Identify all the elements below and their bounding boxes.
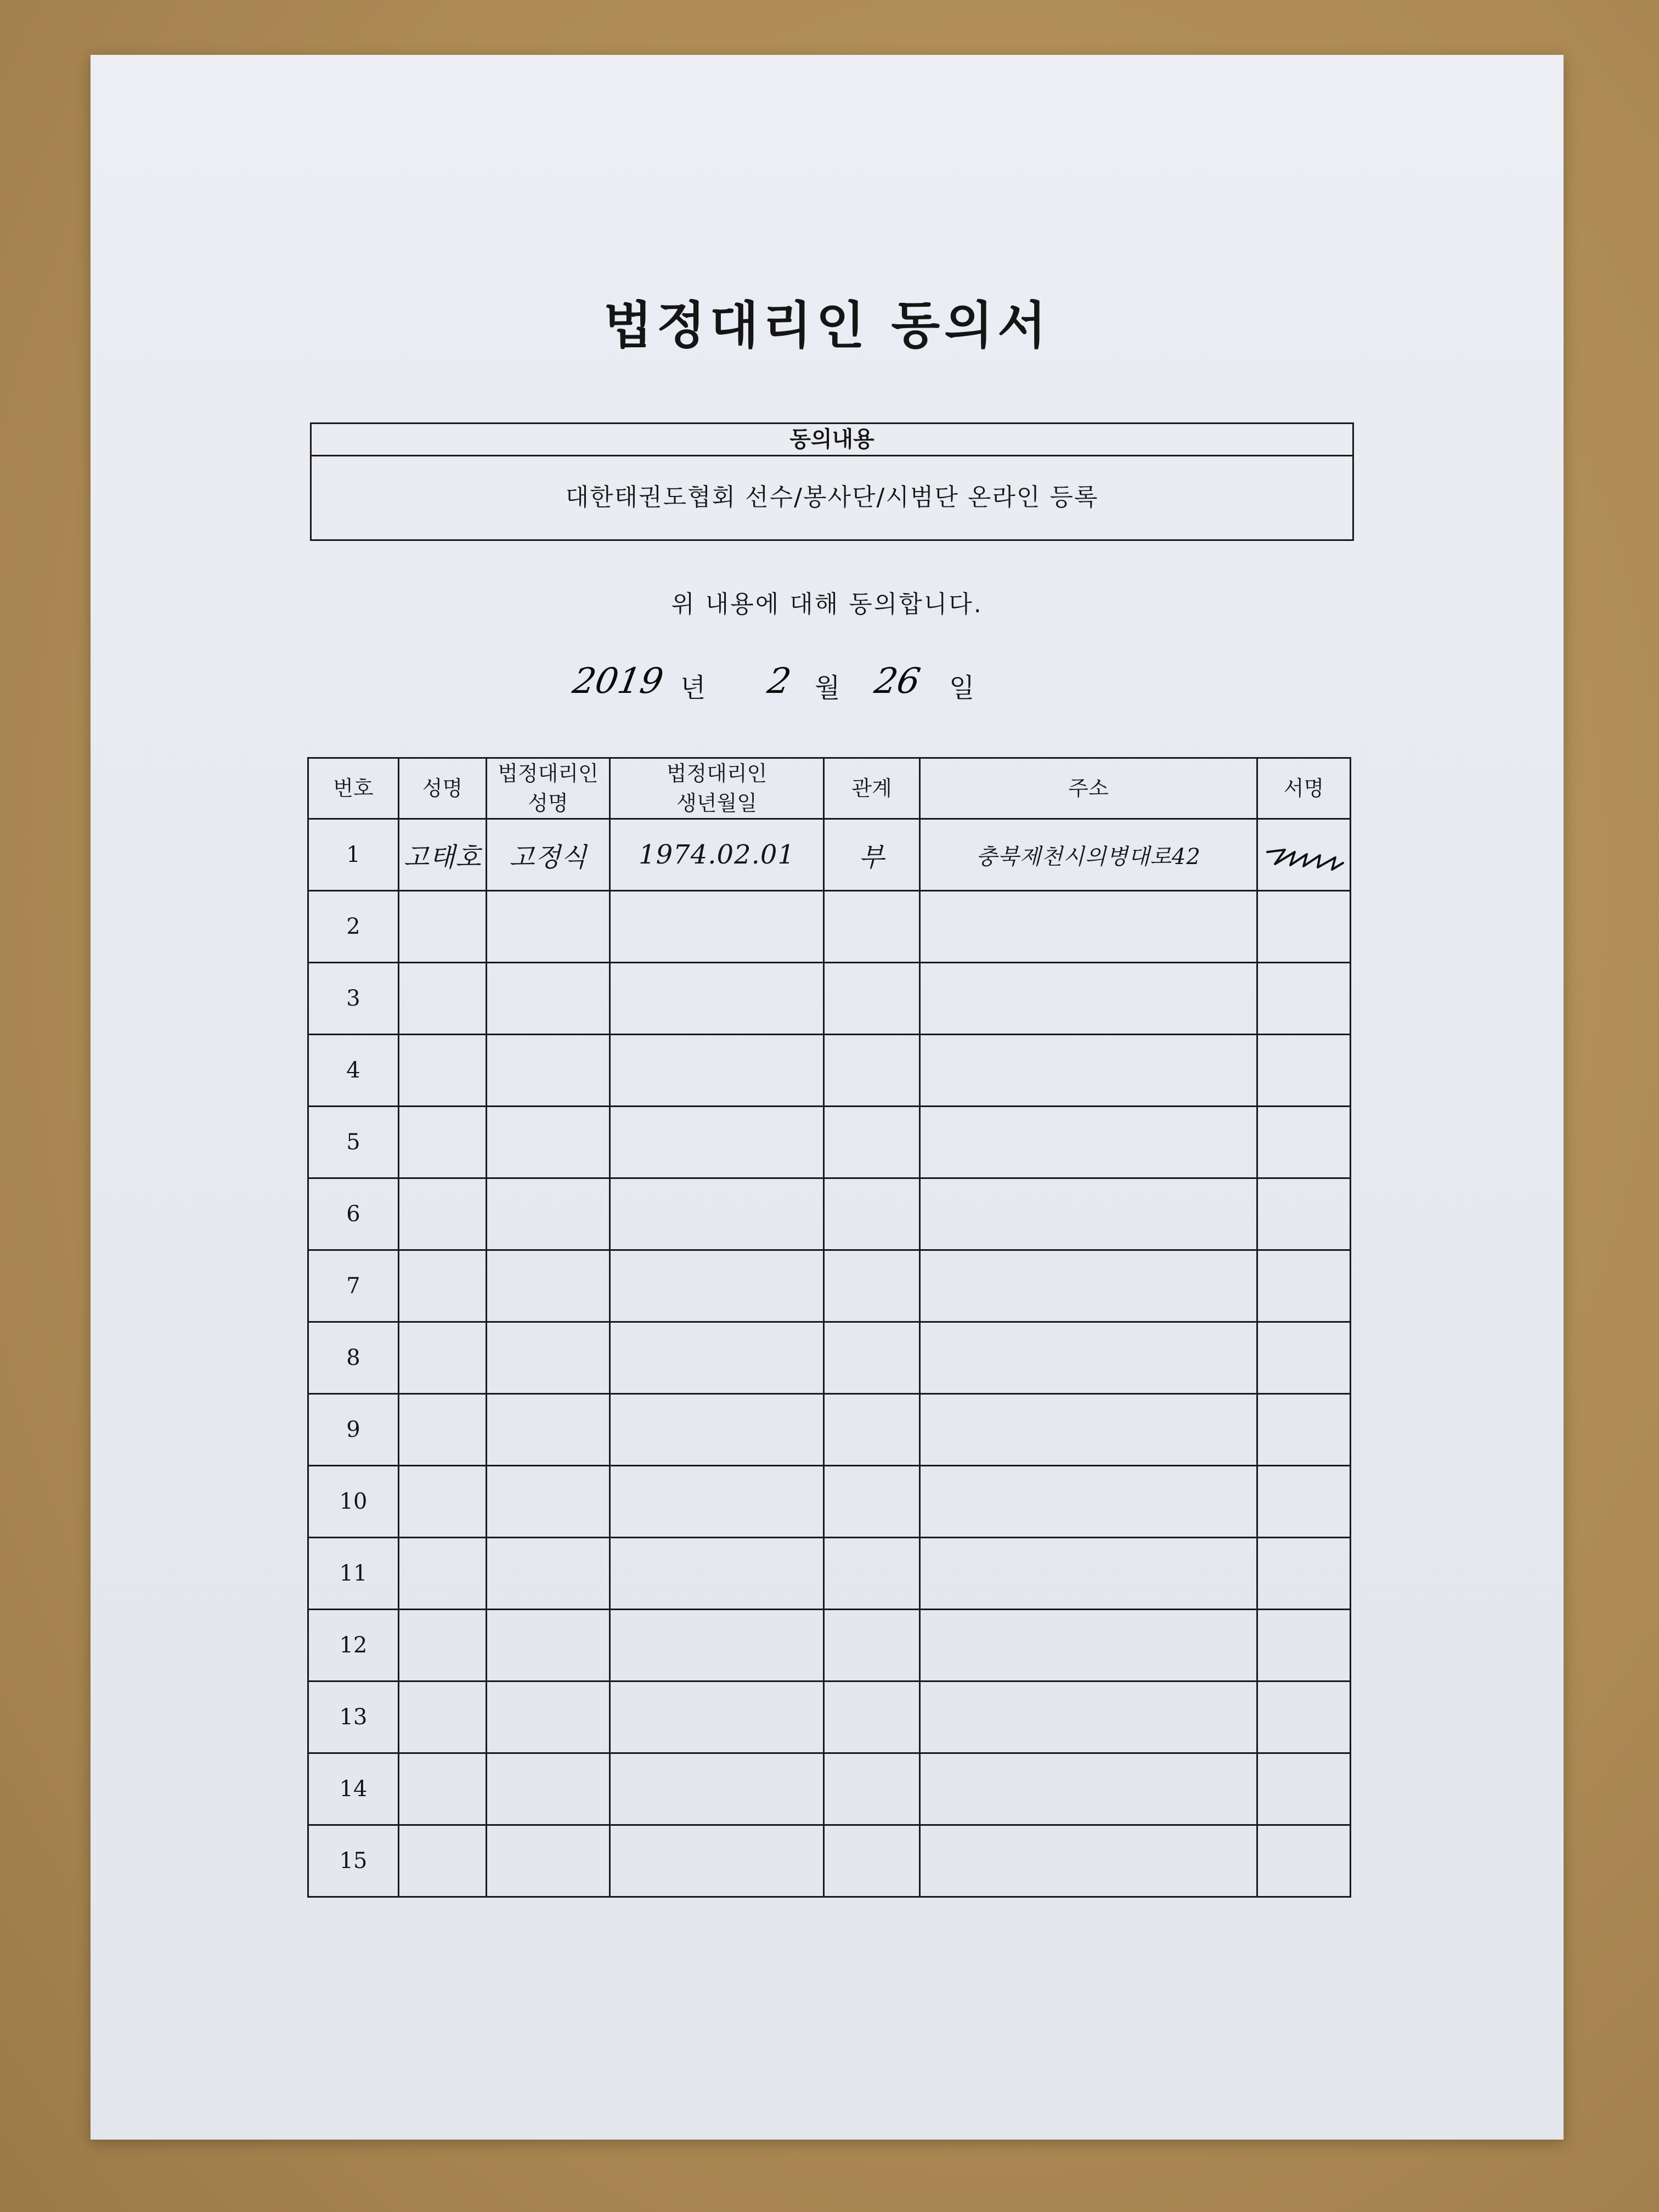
table-header-row xyxy=(308,758,1351,819)
date-month-handwritten[interactable]: 2 xyxy=(764,661,794,702)
cell-address[interactable] xyxy=(920,1322,1257,1394)
table-row xyxy=(308,1610,1351,1681)
consent-content-body: 대한태권도협회 선수/봉사단/시범단 온라인 등록 xyxy=(565,483,1099,511)
table-row xyxy=(308,963,1351,1035)
table-row xyxy=(308,1825,1351,1897)
consent-form-paper xyxy=(91,55,1564,2140)
cell-guardian-dob[interactable] xyxy=(610,1681,824,1753)
cell-signature[interactable] xyxy=(1257,1825,1351,1897)
cell-name[interactable] xyxy=(399,891,487,963)
date-day-label: 일 xyxy=(949,673,975,703)
cell-guardian-name[interactable] xyxy=(487,1466,610,1538)
cell-number: 12 xyxy=(308,1610,399,1681)
cell-relation[interactable] xyxy=(824,1107,920,1178)
table-row xyxy=(308,1250,1351,1322)
cell-name[interactable] xyxy=(399,1681,487,1753)
cell-relation[interactable] xyxy=(824,1250,920,1322)
cell-guardian-name[interactable] xyxy=(487,891,610,963)
cell-relation[interactable] xyxy=(824,1178,920,1250)
cell-number: 8 xyxy=(308,1322,399,1394)
cell-name[interactable] xyxy=(399,963,487,1035)
header-guardian-dob-line1: 법정대리인 xyxy=(666,761,768,786)
cell-address[interactable]: 충북제천시의병대로42 xyxy=(920,819,1257,891)
date-month-label: 월 xyxy=(815,673,840,703)
cell-guardian-name[interactable] xyxy=(487,1610,610,1681)
cell-relation[interactable] xyxy=(824,1466,920,1538)
document-title: 법정대리인 동의서 xyxy=(603,296,1051,355)
cell-signature[interactable] xyxy=(1257,1178,1351,1250)
signature-scribble xyxy=(1263,836,1345,874)
cell-guardian-name[interactable] xyxy=(487,1250,610,1322)
header-signature: 서명 xyxy=(1257,758,1351,819)
consent-content-header: 동의내용 xyxy=(312,424,1352,456)
cell-name[interactable] xyxy=(399,1538,487,1610)
cell-guardian-dob[interactable] xyxy=(610,891,824,963)
cell-guardian-dob[interactable] xyxy=(610,1610,824,1681)
header-number: 번호 xyxy=(308,758,399,819)
cell-address[interactable] xyxy=(920,1538,1257,1610)
cell-number: 1 xyxy=(308,819,399,891)
cell-guardian-dob[interactable] xyxy=(610,1107,824,1178)
header-relation: 관계 xyxy=(824,758,920,819)
cell-guardian-name[interactable] xyxy=(487,1035,610,1107)
header-guardian-dob xyxy=(610,758,824,819)
table-row xyxy=(308,1035,1351,1107)
agreement-statement: 위 내용에 대해 동의합니다. xyxy=(671,590,983,618)
cell-name[interactable] xyxy=(399,1178,487,1250)
cell-number: 11 xyxy=(308,1538,399,1610)
cell-number: 7 xyxy=(308,1250,399,1322)
cell-signature[interactable] xyxy=(1257,1681,1351,1753)
cell-signature[interactable] xyxy=(1257,1035,1351,1107)
cell-relation[interactable] xyxy=(824,1035,920,1107)
table-row xyxy=(308,1107,1351,1178)
table-row xyxy=(308,1753,1351,1825)
cell-number: 9 xyxy=(308,1394,399,1466)
cell-address[interactable] xyxy=(920,1825,1257,1897)
cell-address[interactable] xyxy=(920,1753,1257,1825)
cell-guardian-name[interactable] xyxy=(487,1825,610,1897)
cell-guardian-dob[interactable] xyxy=(610,1322,824,1394)
cell-signature[interactable] xyxy=(1257,1394,1351,1466)
cell-relation[interactable] xyxy=(824,1753,920,1825)
table-row xyxy=(308,891,1351,963)
table-row xyxy=(308,1394,1351,1466)
cell-guardian-name[interactable] xyxy=(487,1178,610,1250)
cell-relation[interactable] xyxy=(824,1610,920,1681)
cell-name[interactable] xyxy=(399,1322,487,1394)
cell-name[interactable] xyxy=(399,1394,487,1466)
cell-guardian-name[interactable] xyxy=(487,1322,610,1394)
cell-number: 15 xyxy=(308,1825,399,1897)
consent-content-box xyxy=(310,422,1354,541)
cell-signature[interactable] xyxy=(1257,1466,1351,1538)
table-row xyxy=(308,819,1351,891)
cell-guardian-name[interactable] xyxy=(487,1753,610,1825)
cell-relation[interactable] xyxy=(824,1825,920,1897)
cell-guardian-dob[interactable] xyxy=(610,1753,824,1825)
header-address: 주소 xyxy=(920,758,1257,819)
table-row xyxy=(308,1322,1351,1394)
cell-number: 4 xyxy=(308,1035,399,1107)
cell-guardian-dob[interactable] xyxy=(610,1538,824,1610)
cell-guardian-dob[interactable] xyxy=(610,963,824,1035)
cell-number: 3 xyxy=(308,963,399,1035)
cell-signature[interactable] xyxy=(1257,1538,1351,1610)
cell-address[interactable] xyxy=(920,963,1257,1035)
cell-guardian-dob[interactable] xyxy=(610,1394,824,1466)
cell-address[interactable] xyxy=(920,1610,1257,1681)
cell-number: 14 xyxy=(308,1753,399,1825)
cell-signature[interactable] xyxy=(1257,1753,1351,1825)
cell-name[interactable] xyxy=(399,1035,487,1107)
header-guardian-name xyxy=(487,758,610,819)
cell-address[interactable] xyxy=(920,1035,1257,1107)
cell-number: 10 xyxy=(308,1466,399,1538)
cell-number: 13 xyxy=(308,1681,399,1753)
cell-name[interactable] xyxy=(399,1610,487,1681)
cell-relation[interactable] xyxy=(824,1322,920,1394)
cell-number: 2 xyxy=(308,891,399,963)
cell-guardian-name[interactable] xyxy=(487,1107,610,1178)
cell-name[interactable] xyxy=(399,1825,487,1897)
date-line xyxy=(91,661,1564,710)
guardian-roster-table xyxy=(307,757,1351,1898)
cell-guardian-name[interactable] xyxy=(487,963,610,1035)
table-row xyxy=(308,1681,1351,1753)
cell-signature[interactable] xyxy=(1257,1610,1351,1681)
cell-address[interactable] xyxy=(920,1178,1257,1250)
cell-name[interactable]: 고태호 xyxy=(399,819,487,891)
cell-number: 6 xyxy=(308,1178,399,1250)
date-year-label: 년 xyxy=(680,673,706,703)
cell-guardian-dob[interactable] xyxy=(610,1178,824,1250)
cell-signature[interactable] xyxy=(1257,891,1351,963)
cell-guardian-name[interactable] xyxy=(487,1394,610,1466)
cell-guardian-name[interactable] xyxy=(487,1681,610,1753)
date-day-handwritten[interactable]: 26 xyxy=(871,661,923,702)
cell-address[interactable] xyxy=(920,1466,1257,1538)
cell-guardian-dob[interactable] xyxy=(610,1250,824,1322)
table-row xyxy=(308,1178,1351,1250)
cell-guardian-dob[interactable]: 1974.02.01 xyxy=(610,819,824,891)
cell-guardian-dob[interactable] xyxy=(610,1825,824,1897)
cell-relation[interactable] xyxy=(824,891,920,963)
cell-name[interactable] xyxy=(399,1250,487,1322)
cell-address[interactable] xyxy=(920,1681,1257,1753)
header-guardian-dob-line2: 생년월일 xyxy=(676,791,757,815)
cell-address[interactable] xyxy=(920,891,1257,963)
cell-name[interactable] xyxy=(399,1107,487,1178)
table-row xyxy=(308,1466,1351,1538)
cell-guardian-dob[interactable] xyxy=(610,1466,824,1538)
cell-relation[interactable] xyxy=(824,1538,920,1610)
table-body xyxy=(308,819,1351,1897)
cell-address[interactable] xyxy=(920,1394,1257,1466)
header-name: 성명 xyxy=(399,758,487,819)
header-guardian-name-line2: 성명 xyxy=(528,791,568,815)
cell-relation[interactable]: 부 xyxy=(824,819,920,891)
cell-signature[interactable] xyxy=(1257,1250,1351,1322)
date-year-handwritten[interactable]: 2019 xyxy=(569,661,667,702)
cell-relation[interactable] xyxy=(824,963,920,1035)
header-guardian-name-line1: 법정대리인 xyxy=(498,761,599,786)
cell-number: 5 xyxy=(308,1107,399,1178)
cell-guardian-dob[interactable] xyxy=(610,1035,824,1107)
cell-relation[interactable] xyxy=(824,1394,920,1466)
cell-guardian-name[interactable]: 고정식 xyxy=(487,819,610,891)
cell-signature[interactable] xyxy=(1257,1107,1351,1178)
cell-signature[interactable] xyxy=(1257,1322,1351,1394)
cell-name[interactable] xyxy=(399,1466,487,1538)
cell-signature[interactable] xyxy=(1257,963,1351,1035)
cell-relation[interactable] xyxy=(824,1681,920,1753)
cell-address[interactable] xyxy=(920,1107,1257,1178)
cell-name[interactable] xyxy=(399,1753,487,1825)
cell-address[interactable] xyxy=(920,1250,1257,1322)
cell-signature[interactable] xyxy=(1257,819,1351,891)
cell-guardian-name[interactable] xyxy=(487,1538,610,1610)
table-row xyxy=(308,1538,1351,1610)
